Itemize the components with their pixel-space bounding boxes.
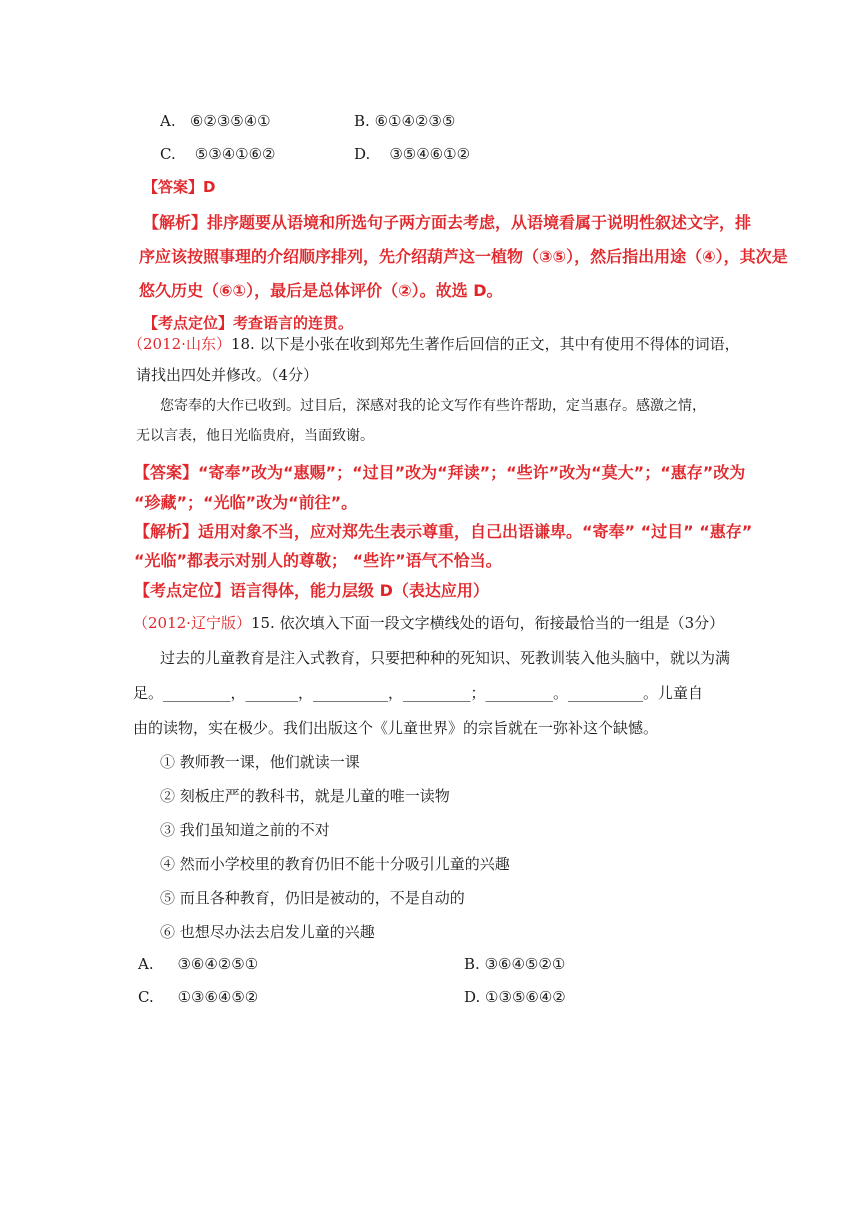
q3-passage-line-3: 由的读物，实在极少。我们出版这个《儿童世界》的宗旨就在一弥补这个缺憾。: [133, 719, 659, 737]
q1-analysis-line-1: 【解析】排序题要从语境和所选句子两方面去考虑，从语境看属于说明性叙述文字，排: [143, 213, 752, 232]
q1-option-d-label: D.: [354, 145, 371, 163]
q2-analysis-line-2: “光临”都表示对别人的尊敬； “些许”语气不恰当。: [134, 551, 502, 570]
q3-option-c: [138, 988, 258, 1006]
q3-stem-line: [133, 612, 724, 633]
q2-answer-line-2: “珍藏”；“光临”改为“前往”。: [134, 493, 358, 512]
q3-item-3: ③ 我们虽知道之前的不对: [160, 821, 330, 839]
q3-option-b-value: ③⑥④⑤②①: [484, 955, 566, 973]
q1-option-d: [354, 145, 470, 163]
q2-answer-line-1: 【答案】“寄奉”改为“惠赐”；“过目”改为“拜读”；“些许”改为“莫大”；“惠存”改为: [134, 463, 746, 482]
q3-item-6: ⑥ 也想尽办法去启发儿童的兴趣: [160, 923, 375, 941]
q3-option-a: [138, 955, 258, 973]
q1-option-b: [354, 112, 455, 130]
q3-stem-text: 15. 依次填入下面一段文字横线处的语句，衔接最恰当的一组是（3分）: [250, 614, 725, 632]
q1-kaodian: 【考点定位】考查语言的连贯。: [143, 314, 354, 332]
q2-stem-line-2: 请找出四处并修改。（4分）: [136, 366, 319, 384]
q3-item-1: ① 教师教一课，他们就读一课: [160, 753, 360, 771]
q1-option-a-value: ⑥②③⑤④①: [189, 112, 271, 130]
q3-option-b: [464, 955, 565, 973]
q3-option-a-label: A.: [138, 955, 154, 973]
q2-analysis-line-1: 【解析】适用对象不当，应对郑先生表示尊重，自己出语谦卑。“寄奉” “过目” “惠存”: [134, 522, 753, 541]
q1-option-b-label: B.: [354, 112, 370, 130]
q3-option-d: [464, 988, 566, 1006]
q1-answer: 【答案】D: [143, 178, 216, 196]
q1-option-d-value: ③⑤④⑥①②: [389, 145, 471, 163]
q1-option-c: [160, 145, 275, 163]
q3-item-5: ⑤ 而且各种教育，仍旧是被动的，不是自动的: [160, 889, 465, 907]
q3-option-d-label: D.: [464, 988, 481, 1006]
q3-source: （2012·辽宁版）: [133, 614, 251, 632]
q3-option-b-label: B.: [464, 955, 480, 973]
q3-item-4: ④ 然而小学校里的教育仍旧不能十分吸引儿童的兴趣: [160, 855, 510, 873]
q2-letter-line-2: 无以言表，他日光临贵府，当面致谢。: [136, 428, 374, 444]
q1-option-c-value: ⑤③④①⑥②: [194, 145, 276, 163]
q2-source: （2012·山东）: [128, 335, 231, 353]
q1-option-a-label: A.: [160, 112, 176, 130]
q2-letter-line-1: 您寄奉的大作已收到。过目后，深感对我的论文写作有些许帮助，定当惠存。感激之情，: [160, 398, 706, 414]
q1-option-c-label: C.: [160, 145, 176, 163]
q3-item-2: ② 刻板庄严的教科书，就是儿童的唯一读物: [160, 787, 450, 805]
q1-option-b-value: ⑥①④②③⑤: [374, 112, 456, 130]
q1-analysis-line-2: 序应该按照事理的介绍顺序排列，先介绍葫芦这一植物（③⑤），然后指出用途（④），其次是: [139, 247, 788, 266]
q2-kaodian: 【考点定位】语言得体，能力层级 D（表达应用）: [134, 581, 489, 600]
q3-option-a-value: ③⑥④②⑤①: [177, 955, 259, 973]
q1-analysis-line-3: 悠久历史（⑥①），最后是总体评价（②）。故选 D。: [139, 281, 503, 300]
q1-option-a: [160, 112, 271, 130]
q3-option-c-label: C.: [138, 988, 154, 1006]
q2-stem-line-1: [128, 333, 740, 354]
q3-passage-line-2: 足。_________，_______，__________，_________；_________。__________。儿童自: [133, 684, 704, 702]
q3-passage-line-1: 过去的儿童教育是注入式教育，只要把种种的死知识、死教训装入他头脑中，就以为满: [160, 649, 731, 667]
q2-stem-text: 18. 以下是小张在收到郑先生著作后回信的正文，其中有使用不得体的词语，: [230, 335, 740, 353]
q3-option-d-value: ①③⑤⑥④②: [485, 988, 566, 1006]
q3-option-c-value: ①③⑥④⑤②: [177, 988, 259, 1006]
